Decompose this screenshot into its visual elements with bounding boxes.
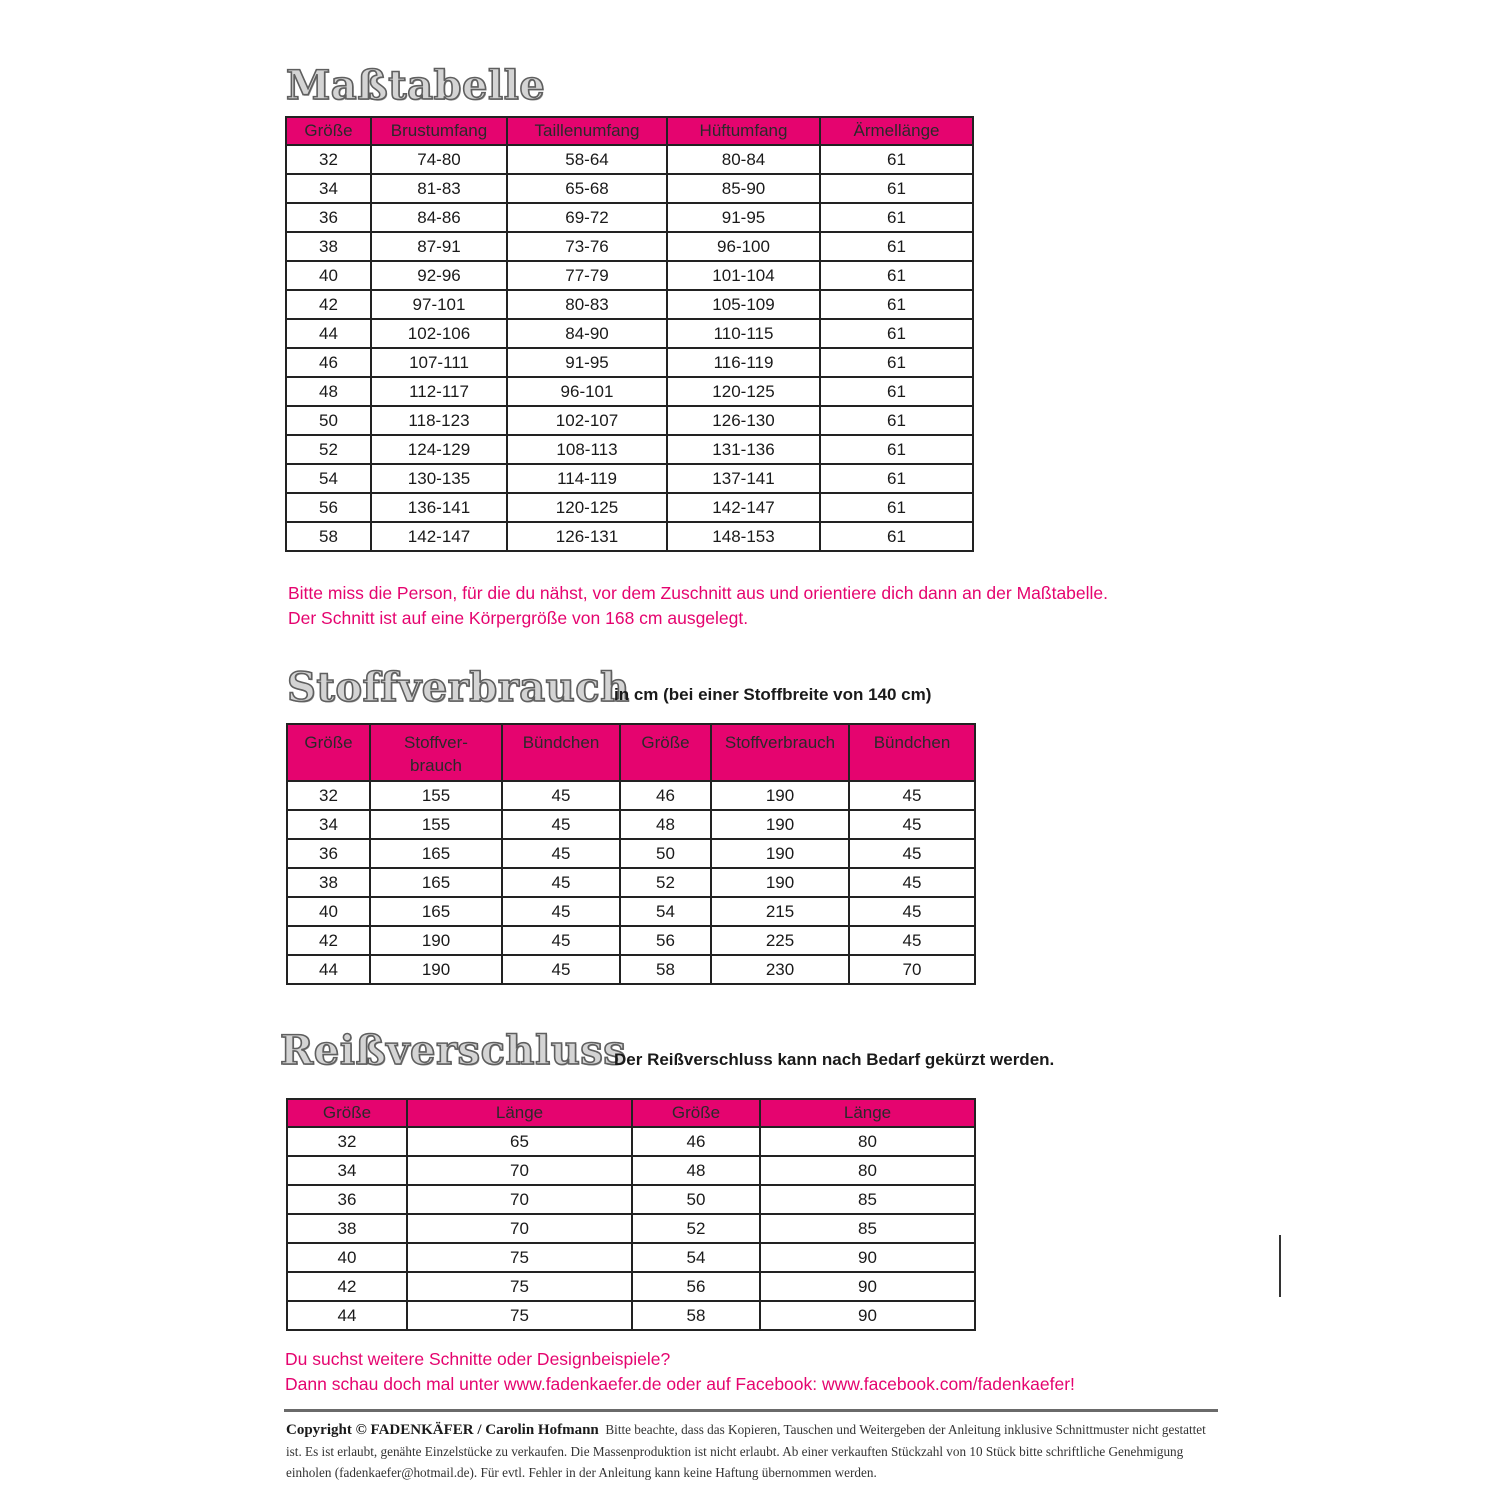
table-cell: 85-90 — [667, 174, 820, 203]
table-row — [286, 290, 973, 319]
table-cell: 91-95 — [667, 203, 820, 232]
table-cell: 38 — [286, 232, 371, 261]
table-cell: 190 — [711, 839, 849, 868]
table-cell: 61 — [820, 348, 973, 377]
zipper-table-body — [287, 1127, 975, 1330]
table-cell: 58 — [286, 522, 371, 551]
size-table-header: Ärmellänge — [820, 117, 973, 145]
table-cell: 107-111 — [371, 348, 507, 377]
table-row — [287, 1214, 975, 1243]
zipper-table-header: Größe — [287, 1099, 407, 1127]
table-row — [286, 232, 973, 261]
fabric-table-subtitle: in cm (bei einer Stoffbreite von 140 cm) — [614, 685, 932, 704]
promo-line: Du suchst weitere Schnitte oder Designbeispiele? — [285, 1349, 671, 1369]
table-row — [287, 1301, 975, 1330]
table-cell: 45 — [849, 839, 975, 868]
table-cell: 110-115 — [667, 319, 820, 348]
table-cell: 65 — [407, 1127, 632, 1156]
table-cell: 91-95 — [507, 348, 667, 377]
table-cell: 45 — [849, 897, 975, 926]
table-cell: 56 — [632, 1272, 760, 1301]
table-cell: 190 — [370, 955, 502, 984]
promo-note — [285, 1347, 1075, 1397]
table-cell: 52 — [286, 435, 371, 464]
table-cell: 70 — [407, 1185, 632, 1214]
table-cell: 61 — [820, 145, 973, 174]
table-cell: 101-104 — [667, 261, 820, 290]
table-cell: 92-96 — [371, 261, 507, 290]
table-cell: 45 — [849, 781, 975, 810]
table-row — [286, 493, 973, 522]
size-table-header: Brustumfang — [371, 117, 507, 145]
table-cell: 45 — [502, 897, 620, 926]
table-cell: 190 — [711, 781, 849, 810]
fabric-table-header: Stoffver- brauch — [370, 724, 502, 781]
table-cell: 45 — [502, 839, 620, 868]
table-cell: 48 — [286, 377, 371, 406]
table-row — [286, 464, 973, 493]
table-cell: 85 — [760, 1214, 975, 1243]
table-cell: 45 — [502, 955, 620, 984]
table-cell: 136-141 — [371, 493, 507, 522]
table-cell: 61 — [820, 232, 973, 261]
table-cell: 105-109 — [667, 290, 820, 319]
table-cell: 45 — [502, 926, 620, 955]
table-cell: 61 — [820, 203, 973, 232]
table-cell: 36 — [287, 839, 370, 868]
table-cell: 48 — [632, 1156, 760, 1185]
table-cell: 61 — [820, 319, 973, 348]
table-cell: 61 — [820, 464, 973, 493]
table-cell: 96-101 — [507, 377, 667, 406]
copyright-notice — [286, 1419, 1221, 1483]
table-cell: 74-80 — [371, 145, 507, 174]
table-cell: 38 — [287, 868, 370, 897]
table-cell: 70 — [407, 1156, 632, 1185]
table-cell: 137-141 — [667, 464, 820, 493]
table-cell: 56 — [286, 493, 371, 522]
table-cell: 46 — [286, 348, 371, 377]
table-cell: 102-107 — [507, 406, 667, 435]
table-cell: 58 — [620, 955, 711, 984]
zipper-table — [286, 1098, 976, 1331]
table-cell: 36 — [286, 203, 371, 232]
table-cell: 50 — [632, 1185, 760, 1214]
table-cell: 61 — [820, 406, 973, 435]
table-cell: 126-130 — [667, 406, 820, 435]
table-row — [287, 868, 975, 897]
table-cell: 84-86 — [371, 203, 507, 232]
table-cell: 61 — [820, 435, 973, 464]
table-cell: 61 — [820, 261, 973, 290]
table-cell: 108-113 — [507, 435, 667, 464]
measure-note-line: Bitte miss die Person, für die du nähst, vor dem Zuschnitt aus und orientiere dich dann an der Maßtabelle. — [288, 583, 1109, 603]
table-row — [287, 1243, 975, 1272]
fabric-table — [286, 723, 976, 985]
table-row — [287, 810, 975, 839]
fabric-table-header: Größe — [620, 724, 711, 781]
table-cell: 80 — [760, 1156, 975, 1185]
zipper-table-subtitle: Der Reißverschluss kann nach Bedarf gekürzt werden. — [614, 1050, 1055, 1069]
table-cell: 50 — [286, 406, 371, 435]
table-cell: 148-153 — [667, 522, 820, 551]
table-cell: 81-83 — [371, 174, 507, 203]
table-cell: 131-136 — [667, 435, 820, 464]
table-cell: 90 — [760, 1272, 975, 1301]
footer-divider — [284, 1409, 1218, 1412]
size-table-header: Größe — [286, 117, 371, 145]
table-cell: 50 — [620, 839, 711, 868]
table-cell: 155 — [370, 781, 502, 810]
table-cell: 54 — [632, 1243, 760, 1272]
table-cell: 85 — [760, 1185, 975, 1214]
fabric-table-header: Bündchen — [849, 724, 975, 781]
table-row — [287, 897, 975, 926]
table-row — [286, 319, 973, 348]
table-cell: 32 — [286, 145, 371, 174]
size-table-header: Hüftumfang — [667, 117, 820, 145]
table-cell: 42 — [286, 290, 371, 319]
table-cell: 215 — [711, 897, 849, 926]
table-cell: 75 — [407, 1272, 632, 1301]
table-cell: 45 — [502, 868, 620, 897]
table-cell: 165 — [370, 897, 502, 926]
table-cell: 70 — [407, 1214, 632, 1243]
table-cell: 38 — [287, 1214, 407, 1243]
table-cell: 45 — [849, 868, 975, 897]
size-table-title: Maßtabelle — [286, 62, 546, 109]
table-cell: 84-90 — [507, 319, 667, 348]
table-cell: 165 — [370, 868, 502, 897]
size-table — [285, 116, 974, 552]
table-cell: 42 — [287, 1272, 407, 1301]
table-row — [286, 377, 973, 406]
table-cell: 34 — [287, 1156, 407, 1185]
table-row — [287, 1127, 975, 1156]
table-cell: 52 — [632, 1214, 760, 1243]
table-cell: 46 — [632, 1127, 760, 1156]
table-cell: 73-76 — [507, 232, 667, 261]
table-cell: 42 — [287, 926, 370, 955]
table-cell: 80-84 — [667, 145, 820, 174]
table-cell: 54 — [620, 897, 711, 926]
table-row — [287, 781, 975, 810]
table-cell: 48 — [620, 810, 711, 839]
table-row — [287, 1185, 975, 1214]
table-cell: 69-72 — [507, 203, 667, 232]
fabric-table-header: Bündchen — [502, 724, 620, 781]
margin-line — [1279, 1235, 1281, 1297]
table-row — [287, 955, 975, 984]
table-cell: 54 — [286, 464, 371, 493]
size-table-body — [286, 145, 973, 551]
table-row — [287, 1272, 975, 1301]
table-cell: 45 — [849, 926, 975, 955]
table-row — [286, 174, 973, 203]
table-cell: 90 — [760, 1301, 975, 1330]
table-cell: 61 — [820, 377, 973, 406]
table-cell: 36 — [287, 1185, 407, 1214]
fabric-table-body — [287, 781, 975, 984]
fabric-table-title: Stoffverbrauch — [287, 664, 630, 711]
table-cell: 124-129 — [371, 435, 507, 464]
table-cell: 52 — [620, 868, 711, 897]
table-cell: 61 — [820, 493, 973, 522]
table-cell: 44 — [286, 319, 371, 348]
table-row — [286, 145, 973, 174]
table-cell: 116-119 — [667, 348, 820, 377]
size-table-header: Taillenumfang — [507, 117, 667, 145]
table-cell: 46 — [620, 781, 711, 810]
table-row — [287, 926, 975, 955]
zipper-table-header: Größe — [632, 1099, 760, 1127]
table-cell: 96-100 — [667, 232, 820, 261]
table-cell: 75 — [407, 1243, 632, 1272]
table-cell: 45 — [502, 810, 620, 839]
table-cell: 190 — [711, 868, 849, 897]
table-cell: 77-79 — [507, 261, 667, 290]
table-cell: 61 — [820, 174, 973, 203]
table-cell: 58-64 — [507, 145, 667, 174]
table-cell: 112-117 — [371, 377, 507, 406]
table-cell: 97-101 — [371, 290, 507, 319]
measure-note-line: Der Schnitt ist auf eine Körpergröße von 168 cm ausgelegt. — [288, 608, 749, 628]
table-cell: 34 — [286, 174, 371, 203]
table-cell: 190 — [370, 926, 502, 955]
table-cell: 75 — [407, 1301, 632, 1330]
table-cell: 130-135 — [371, 464, 507, 493]
table-row — [287, 1156, 975, 1185]
copyright-text: Bitte beachte, dass das Kopieren, Tauschen und Weitergeben der Anleitung inklusive Schnittmuster nicht gestattet ist. Es ist erlaubt, genähte Einzelstücke zu verkaufen. Die Massenproduktion ist nicht erlaubt. Ab einer verkauften Stückzahl von 10 Stück bitte schriftliche Genehmigung einholen (fadenkaefer@hotmail.de). Für evtl. Fehler in der Anleitung kann keine Haftung übernommen werden. — [286, 1422, 1206, 1480]
table-cell: 142-147 — [371, 522, 507, 551]
fabric-table-header: Größe — [287, 724, 370, 781]
table-row — [286, 406, 973, 435]
table-cell: 32 — [287, 781, 370, 810]
table-cell: 58 — [632, 1301, 760, 1330]
table-cell: 90 — [760, 1243, 975, 1272]
table-cell: 114-119 — [507, 464, 667, 493]
table-cell: 32 — [287, 1127, 407, 1156]
table-cell: 45 — [502, 781, 620, 810]
table-cell: 45 — [849, 810, 975, 839]
table-row — [286, 203, 973, 232]
table-cell: 126-131 — [507, 522, 667, 551]
table-cell: 142-147 — [667, 493, 820, 522]
measure-note — [288, 581, 1108, 631]
table-cell: 80 — [760, 1127, 975, 1156]
table-cell: 225 — [711, 926, 849, 955]
table-cell: 120-125 — [667, 377, 820, 406]
table-cell: 56 — [620, 926, 711, 955]
zipper-table-header: Länge — [407, 1099, 632, 1127]
table-cell: 40 — [287, 897, 370, 926]
table-cell: 80-83 — [507, 290, 667, 319]
table-cell: 165 — [370, 839, 502, 868]
table-cell: 44 — [287, 955, 370, 984]
table-row — [286, 348, 973, 377]
table-row — [287, 839, 975, 868]
table-cell: 40 — [286, 261, 371, 290]
table-cell: 61 — [820, 522, 973, 551]
promo-line: Dann schau doch mal unter www.fadenkaefer.de oder auf Facebook: www.facebook.com/fadenkaefer! — [285, 1374, 1075, 1394]
zipper-table-title: Reißverschluss — [280, 1027, 627, 1074]
table-cell: 65-68 — [507, 174, 667, 203]
table-row — [286, 261, 973, 290]
table-cell: 40 — [287, 1243, 407, 1272]
table-cell: 190 — [711, 810, 849, 839]
table-cell: 155 — [370, 810, 502, 839]
table-cell: 230 — [711, 955, 849, 984]
table-cell: 34 — [287, 810, 370, 839]
copyright-lead: Copyright © FADENKÄFER / Carolin Hofmann — [286, 1422, 599, 1438]
table-cell: 44 — [287, 1301, 407, 1330]
zipper-table-header: Länge — [760, 1099, 975, 1127]
table-row — [286, 522, 973, 551]
table-cell: 61 — [820, 290, 973, 319]
fabric-table-header: Stoffverbrauch — [711, 724, 849, 781]
table-cell: 120-125 — [507, 493, 667, 522]
table-row — [286, 435, 973, 464]
table-cell: 118-123 — [371, 406, 507, 435]
table-cell: 70 — [849, 955, 975, 984]
table-cell: 87-91 — [371, 232, 507, 261]
table-cell: 102-106 — [371, 319, 507, 348]
